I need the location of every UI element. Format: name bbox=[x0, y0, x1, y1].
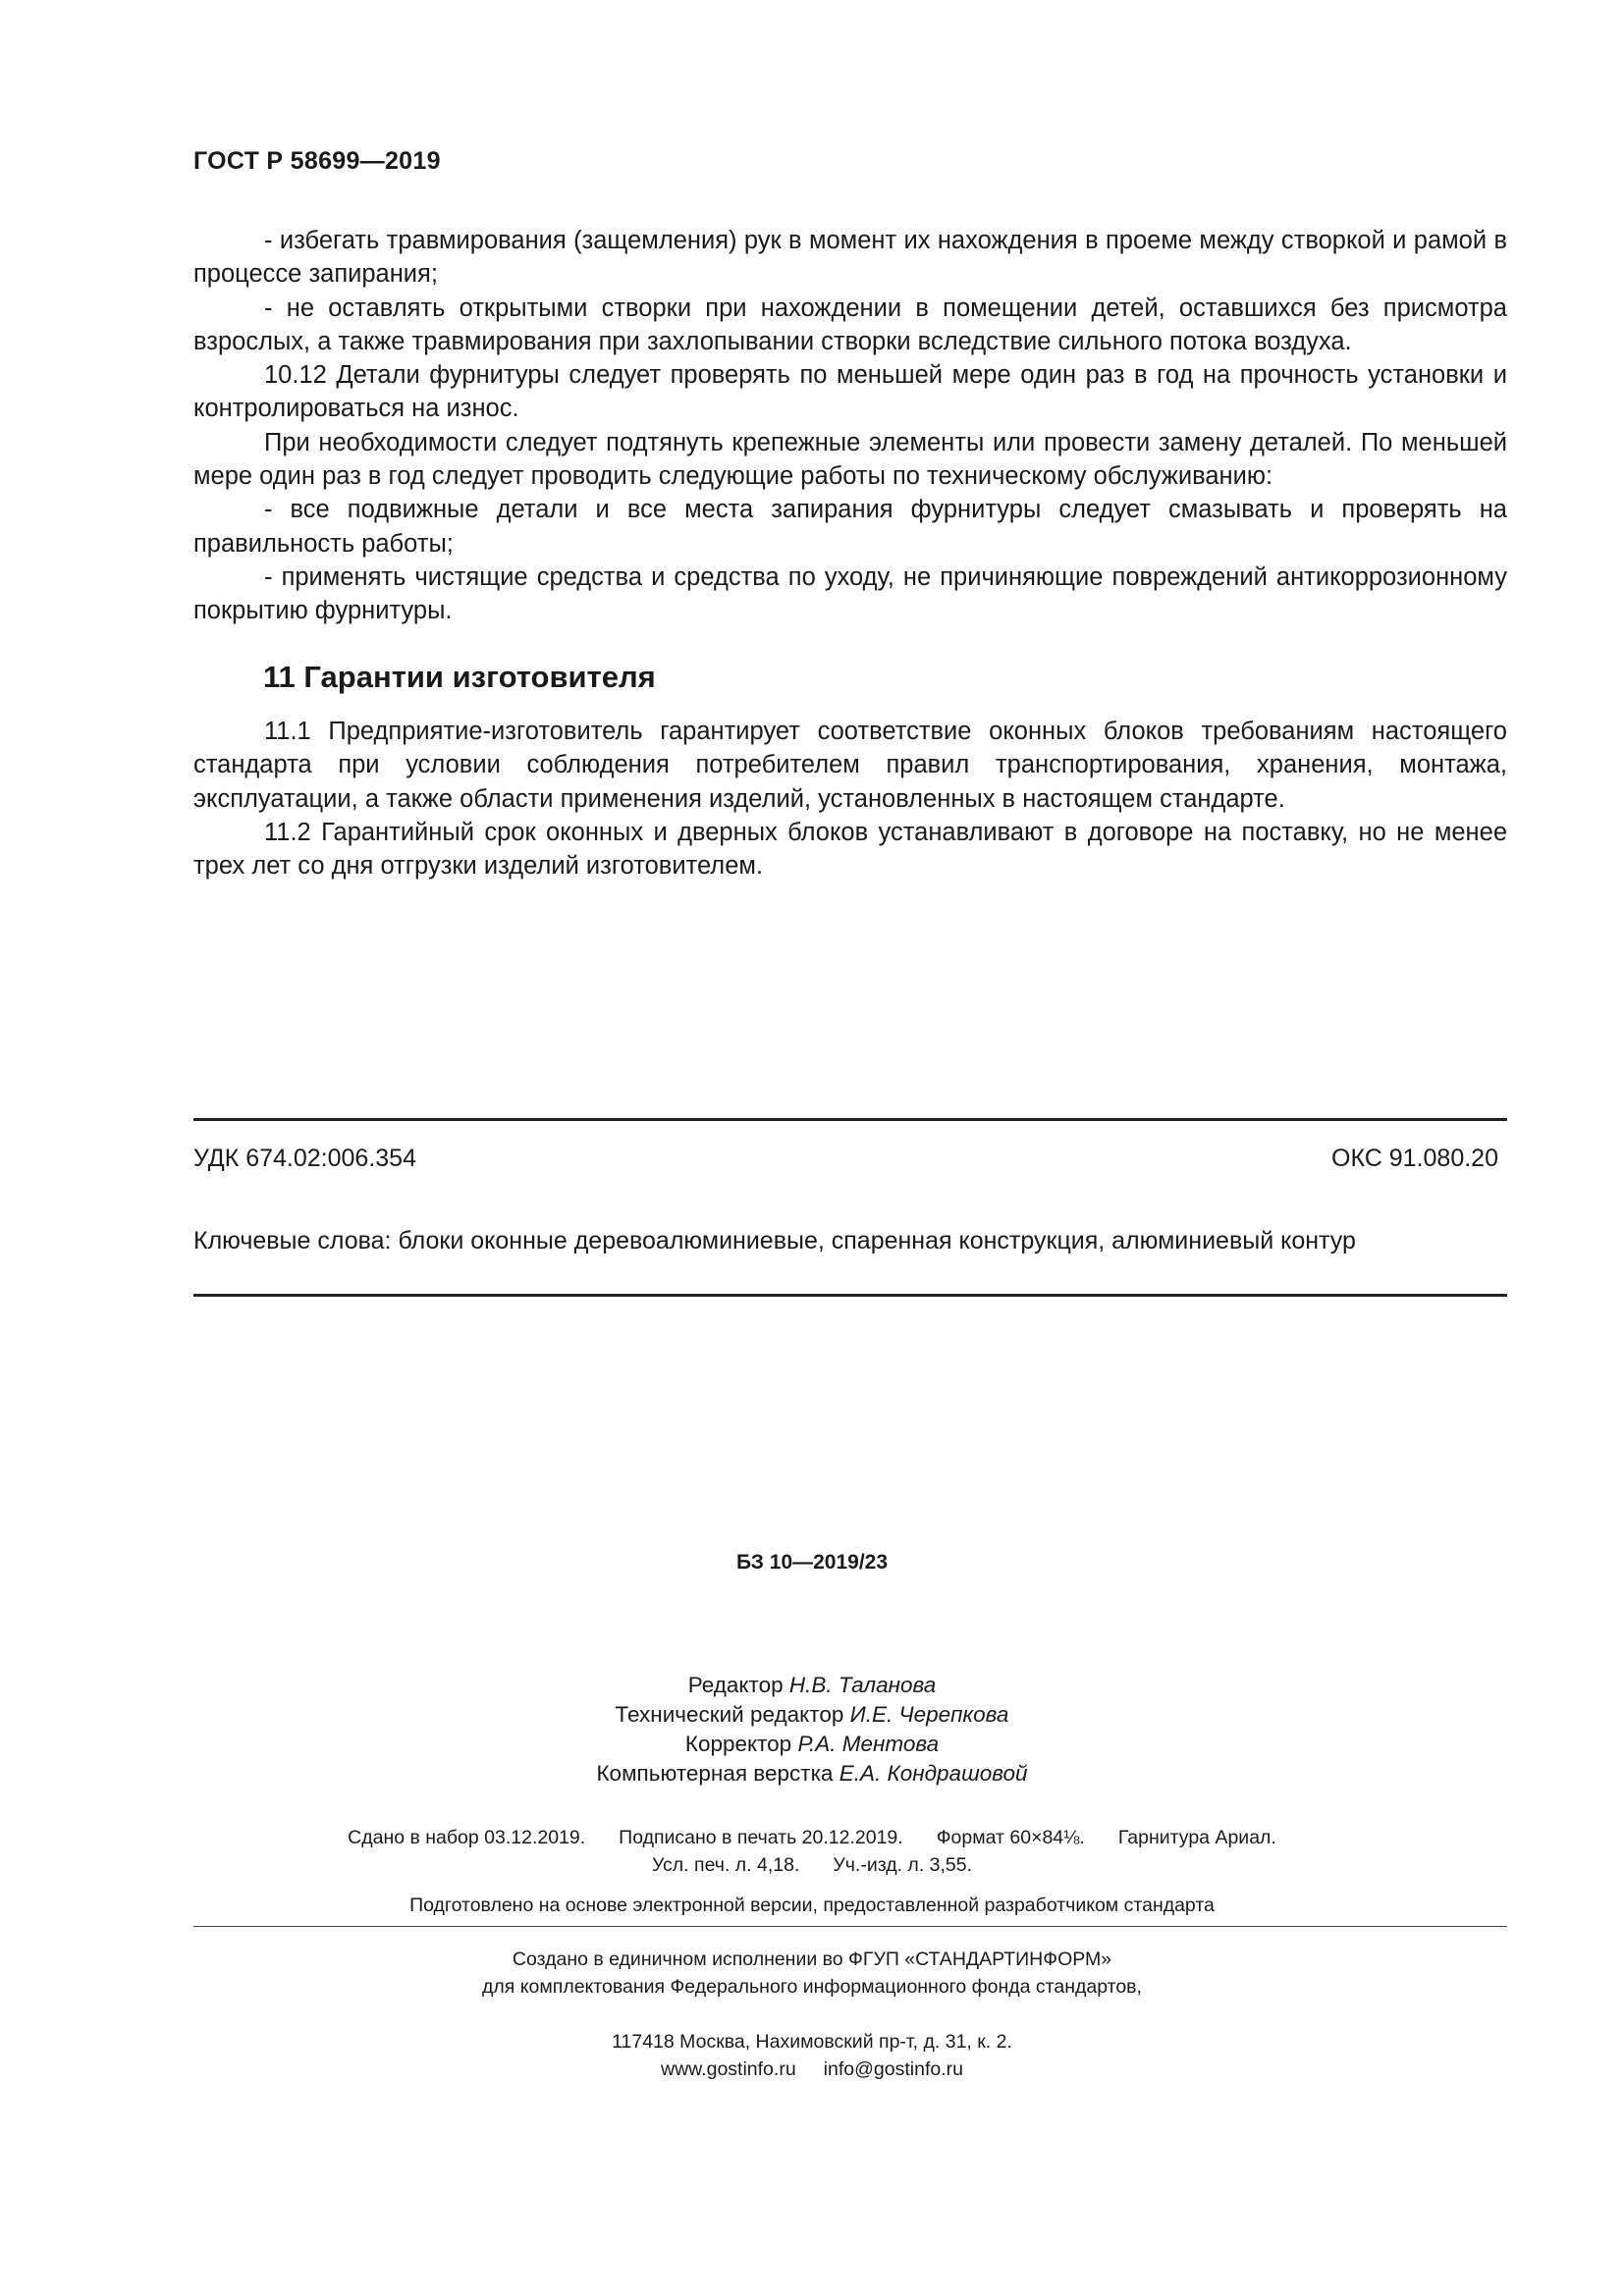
imprint-divider bbox=[193, 1926, 1507, 1927]
print-field: Усл. печ. л. 4,18. bbox=[651, 1854, 800, 1876]
publisher-address bbox=[0, 2028, 1624, 2083]
bz-number: БЗ 10—2019/23 bbox=[735, 1551, 889, 1574]
address-line: 117418 Москва, Нахимовский пр-т, д. 31, к. 2. bbox=[612, 2031, 1012, 2053]
prepared-note: Подготовлено на основе электронной версии, предоставленной разработчиком стандарта bbox=[409, 1895, 1215, 1916]
credit-person: Р.А. Ментова bbox=[797, 1732, 940, 1756]
website-link[interactable]: www.gostinfo.ru bbox=[661, 2058, 796, 2080]
keywords: Ключевые слова: блоки оконные деревоалюминиевые, спаренная конструкция, алюминиевый контур bbox=[193, 1227, 1356, 1255]
paragraph: При необходимости следует подтянуть крепежные элементы или провести замену деталей. По меньшей мере один раз в год следует проводить следующие работы по техническому обслуживанию: bbox=[193, 428, 1507, 491]
print-field: Подписано в печать 20.12.2019. bbox=[619, 1827, 903, 1848]
credit-role: Редактор bbox=[687, 1673, 784, 1697]
print-field: Гарнитура Ариал. bbox=[1117, 1827, 1276, 1848]
top-divider bbox=[193, 1118, 1507, 1121]
print-line bbox=[0, 1851, 1624, 1879]
paragraph: - все подвижные детали и все места запирания фурнитуры следует смазывать и проверять на правильность работы; bbox=[193, 496, 1507, 558]
credit-person: И.Е. Черепкова bbox=[849, 1702, 1009, 1727]
udk-code: УДК 674.02:006.354 bbox=[193, 1145, 416, 1172]
section-heading: 11 Гарантии изготовителя bbox=[263, 660, 656, 694]
credit-role: Технический редактор bbox=[615, 1702, 844, 1727]
credits-block bbox=[0, 1671, 1624, 1789]
credit-line bbox=[0, 1730, 1624, 1759]
credit-line bbox=[0, 1671, 1624, 1700]
paragraph: 11.1 Предприятие-изготовитель гарантирует соответствие оконных блоков требованиям настоящего стандарта при условии соблюдения потребителем правил транспортирования, хранения, монтажа, эксплуатации, а также области применения изделий, установленных в настоящем стандарте. bbox=[193, 718, 1507, 813]
created-note bbox=[0, 1946, 1624, 2001]
paragraph: 10.12 Детали фурнитуры следует проверять по меньшей мере один раз в год на прочность установки и контролироваться на износ. bbox=[193, 361, 1507, 423]
created-line: для комплектования Федерального информационного фонда стандартов, bbox=[482, 1976, 1142, 1998]
print-line bbox=[0, 1824, 1624, 1851]
warranty-text-block bbox=[193, 715, 1507, 882]
maintenance-text-block bbox=[193, 224, 1507, 628]
credit-person: Е.А. Кондрашовой bbox=[839, 1761, 1028, 1786]
print-field: Формат 60×84⅛. bbox=[936, 1827, 1085, 1848]
print-info bbox=[0, 1824, 1624, 1879]
credit-line bbox=[0, 1759, 1624, 1789]
paragraph: 11.2 Гарантийный срок оконных и дверных блоков устанавливают в договоре на поставку, но не менее трех лет со дня отгрузки изделий изготовителем. bbox=[193, 818, 1507, 881]
credit-person: Н.В. Таланова bbox=[788, 1673, 937, 1697]
created-line: Создано в единичном исполнении во ФГУП «СТАНДАРТИНФОРМ» bbox=[512, 1949, 1112, 1970]
contact-line bbox=[0, 2056, 1624, 2083]
credit-role: Корректор bbox=[684, 1732, 792, 1756]
print-field: Сдано в набор 03.12.2019. bbox=[348, 1827, 586, 1848]
email-link[interactable]: info@gostinfo.ru bbox=[823, 2058, 963, 2080]
document-code-header: ГОСТ Р 58699—2019 bbox=[193, 147, 441, 175]
paragraph: - не оставлять открытыми створки при нахождении в помещении детей, оставшихся без присмотра взрослых, а также травмирования при захлопывании створки вследствие сильного потока воздуха. bbox=[193, 294, 1507, 355]
credit-role: Компьютерная верстка bbox=[596, 1761, 834, 1786]
oks-code: ОКС 91.080.20 bbox=[1331, 1145, 1498, 1172]
credit-line bbox=[0, 1700, 1624, 1730]
bottom-divider bbox=[193, 1294, 1507, 1297]
paragraph: - применять чистящие средства и средства по уходу, не причиняющие повреждений антикоррозионному покрытию фурнитуры. bbox=[193, 562, 1507, 625]
paragraph: - избегать травмирования (защемления) рук в момент их нахождения в проеме между створкой и рамой в процессе запирания; bbox=[193, 227, 1507, 289]
print-field: Уч.-изд. л. 3,55. bbox=[833, 1854, 973, 1876]
